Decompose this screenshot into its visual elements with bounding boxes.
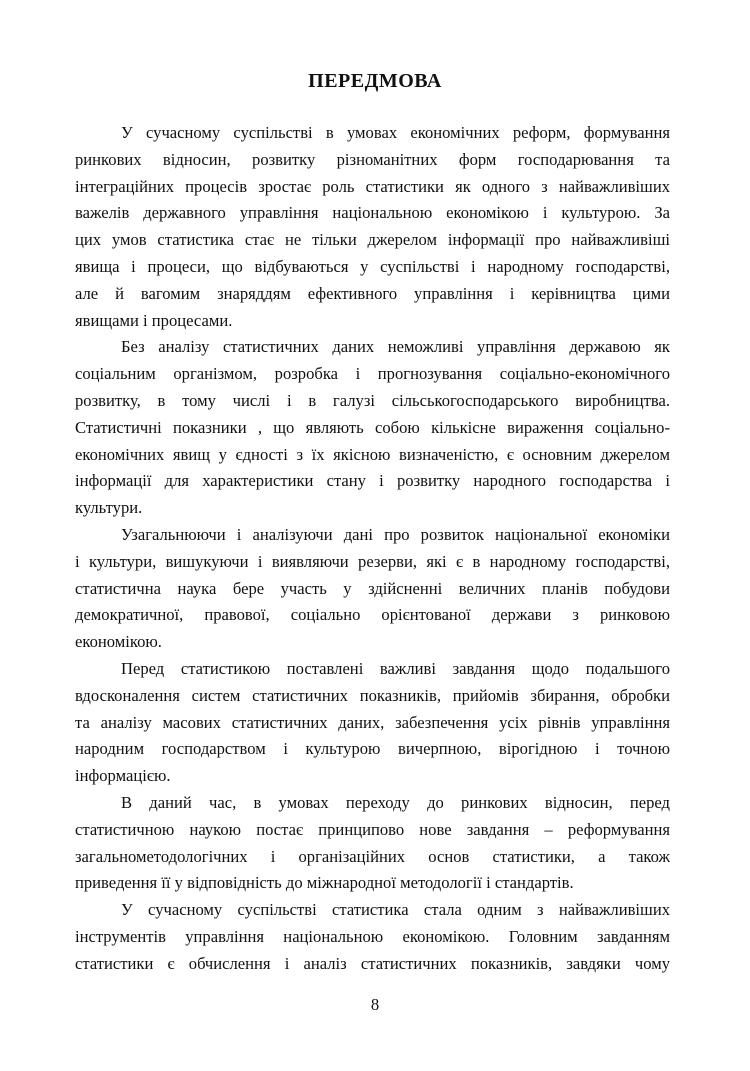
text-line: Перед статистикою поставлені важливі завдання щодо подальшого [121, 658, 670, 678]
paragraph-6 [75, 897, 670, 977]
text-line: У сучасному суспільстві статистика стала одним з найважливіших [121, 900, 670, 920]
text-line: В даний час, в умовах переходу до ринкових відносин, перед [121, 792, 670, 812]
text-line: інформацією. [75, 766, 171, 786]
text-line: та аналізу масових статистичних даних, забезпечення усіх рівнів управління [75, 712, 670, 732]
text-line: культури. [75, 498, 143, 518]
text-line: вдосконалення систем статистичних показників, прийомів збирання, обробки [75, 685, 670, 705]
text-line: явищами і процесами. [75, 310, 233, 330]
paragraph-1 [75, 120, 670, 334]
paragraph-2 [75, 334, 670, 522]
paragraph-3 [75, 522, 670, 656]
paragraph-5 [75, 790, 670, 897]
page-number: 8 [370, 995, 380, 1014]
text-line: Узагальнюючи і аналізуючи дані про розвиток національної економіки [121, 524, 670, 544]
text-line: У сучасному суспільстві в умовах економічних реформ, формування [121, 123, 670, 142]
text-line: розвитку, в тому числі і в галузі сільськогосподарського виробництва. [75, 390, 670, 410]
text-line: народним господарством і культурою вичерпною, вірогідною і точною [75, 739, 670, 759]
text-line: цих умов статистика стає не тільки джерелом інформації про найважливіші [75, 230, 670, 250]
text-line: Без аналізу статистичних даних неможливі управління державою як [121, 337, 670, 357]
text-line: економічних явищ у єдності з їх якісною визначеністю, є основним джерелом [75, 444, 670, 464]
document-body [75, 120, 670, 978]
text-line: і культури, вишукуючи і виявляючи резерви, які є в народному господарстві, [75, 551, 670, 571]
text-line: інтеграційних процесів зростає роль статистики як одного з найважливіших [75, 176, 670, 196]
text-line: інформації для характеристики стану і розвитку народного господарства і [75, 471, 670, 491]
text-line: соціальним організмом, розробка і прогнозування соціально-економічного [75, 364, 670, 384]
text-line: статистична наука бере участь у здійсненні величних планів побудови [75, 578, 670, 598]
text-line: економікою. [75, 632, 162, 652]
text-line: загальнометодологічних і організаційних основ статистики, а також [75, 846, 670, 866]
text-line: статистики є обчислення і аналіз статистичних показників, завдяки чому [75, 953, 670, 973]
text-line: приведення її у відповідність до міжнародної методології і стандартів. [75, 873, 574, 893]
text-line: явища і процеси, що відбуваються у суспільстві і народному господарстві, [75, 256, 670, 276]
text-line: важелів державного управління національною економікою і культурою. За [75, 203, 670, 223]
text-line: інструментів управління національною економікою. Головним завданням [75, 926, 670, 946]
text-line: але й вагомим знаряддям ефективного управління і керівництва цими [75, 283, 670, 303]
page-title: ПЕРЕДМОВА [308, 70, 442, 92]
paragraph-4 [75, 656, 670, 790]
text-line: демократичної, правової, соціально орієнтованої держави з ринковою [75, 605, 670, 625]
text-line: ринкових відносин, розвитку різноманітних форм господарювання та [75, 149, 670, 169]
text-line: Статистичні показники , що являють собою кількісне вираження соціально- [75, 417, 670, 437]
text-line: статистичною наукою постає принципово нове завдання – реформування [75, 819, 670, 839]
